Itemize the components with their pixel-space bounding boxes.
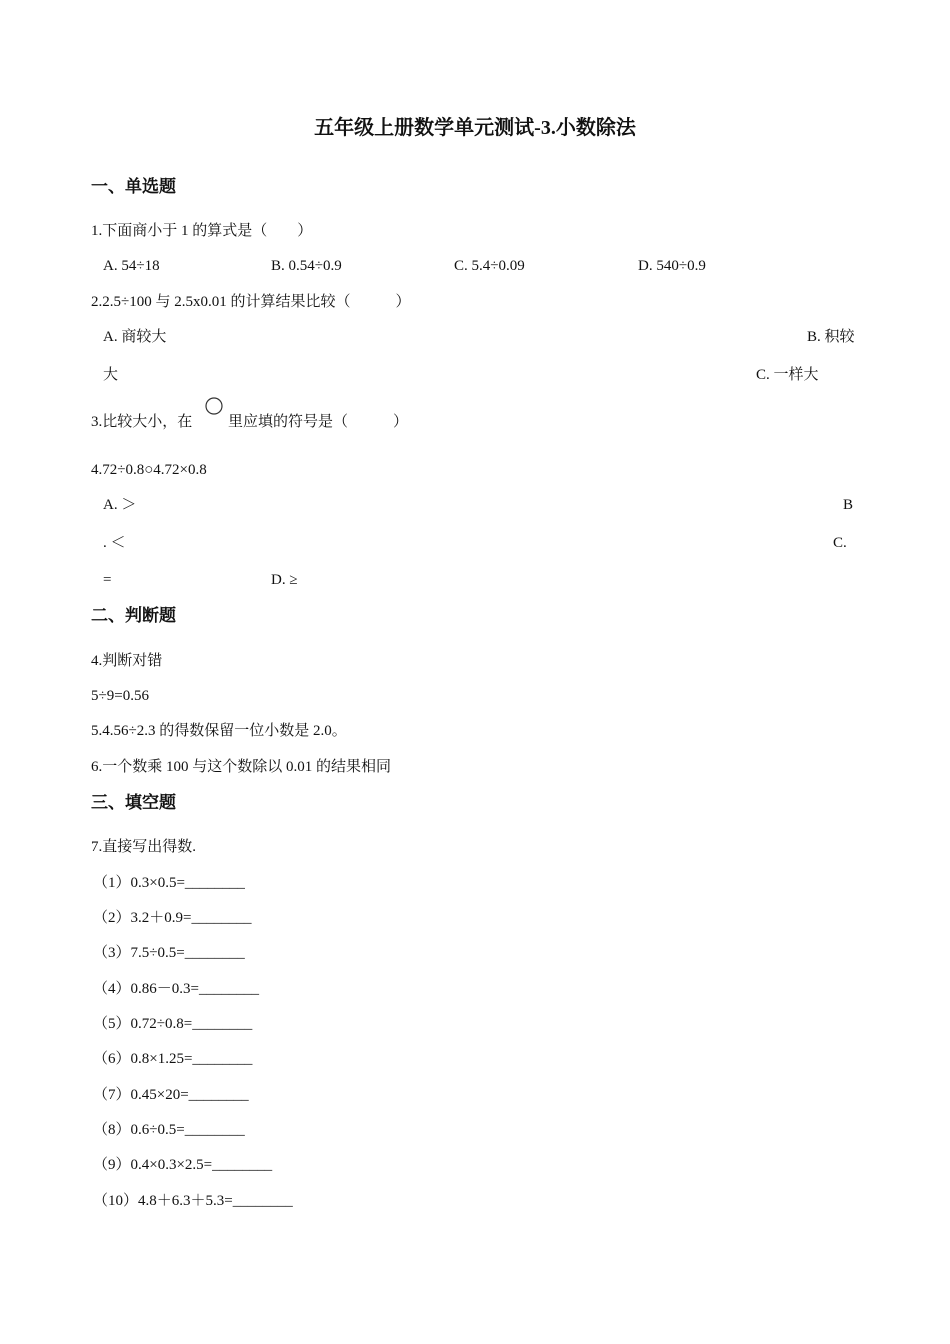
question-3-option-d[interactable]: D. ≥ — [271, 572, 298, 588]
question-1-option-c[interactable]: C. 5.4÷0.09 — [454, 258, 525, 274]
fill-blank-item[interactable]: （8）0.6÷0.5=________ — [93, 1122, 245, 1138]
question-4-statement: 5÷9=0.56 — [91, 688, 149, 704]
question-3-option-c[interactable]: C. — [833, 535, 847, 551]
question-3-option-a[interactable]: A. ＞ — [103, 497, 137, 513]
section-heading-single-choice: 一、单选题 — [91, 177, 176, 196]
fill-blank-item[interactable]: （7）0.45×20=________ — [93, 1087, 249, 1103]
fill-blank-item[interactable]: （5）0.72÷0.8=________ — [93, 1016, 253, 1032]
section-heading-true-false: 二、判断题 — [91, 606, 176, 625]
fill-blank-item[interactable]: （10）4.8＋6.3＋5.3=________ — [93, 1193, 293, 1209]
fill-blank-item[interactable]: （1）0.3×0.5=________ — [93, 875, 245, 891]
question-3-option-c-continued[interactable]: = — [103, 572, 112, 588]
question-2-stem: 2.2.5÷100 与 2.5x0.01 的计算结果比较（ ） — [91, 294, 411, 310]
question-1-stem: 1.下面商小于 1 的算式是（ ） — [91, 223, 313, 239]
circle-placeholder-icon — [205, 397, 223, 415]
question-3-option-b[interactable]: B — [843, 497, 854, 513]
question-3-option-b-continued[interactable]: . ＜ — [103, 535, 126, 551]
section-heading-fill-blank: 三、填空题 — [91, 793, 176, 812]
question-2-option-c[interactable]: C. 一样大 — [756, 367, 819, 383]
question-2-option-b[interactable]: B. 积较 — [807, 329, 855, 345]
fill-blank-item[interactable]: （4）0.86－0.3=________ — [93, 981, 259, 997]
fill-blank-item[interactable]: （3）7.5÷0.5=________ — [93, 945, 245, 961]
question-6-stem: 6.一个数乘 100 与这个数除以 0.01 的结果相同 — [91, 759, 392, 775]
question-4-stem: 4.判断对错 — [91, 653, 163, 669]
fill-blank-item[interactable]: （6）0.8×1.25=________ — [93, 1051, 253, 1067]
page-title: 五年级上册数学单元测试-3.小数除法 — [314, 117, 636, 139]
question-3-expression: 4.72÷0.8○4.72×0.8 — [91, 462, 207, 478]
question-1-option-b[interactable]: B. 0.54÷0.9 — [271, 258, 342, 274]
question-2-option-b-continued[interactable]: 大 — [103, 367, 119, 383]
question-1-option-d[interactable]: D. 540÷0.9 — [638, 258, 706, 274]
fill-blank-item[interactable]: （2）3.2＋0.9=________ — [93, 910, 252, 926]
question-3-stem: 3.比较大小，在 — [91, 414, 193, 430]
question-5-stem: 5.4.56÷2.3 的得数保留一位小数是 2.0。 — [91, 723, 347, 739]
fill-blank-item[interactable]: （9）0.4×0.3×2.5=________ — [93, 1157, 273, 1173]
question-2-option-a[interactable]: A. 商较大 — [103, 329, 167, 345]
question-3-stem-continued: 里应填的符号是（ ） — [228, 414, 409, 430]
question-1-option-a[interactable]: A. 54÷18 — [103, 258, 160, 274]
question-7-stem: 7.直接写出得数. — [91, 839, 197, 855]
